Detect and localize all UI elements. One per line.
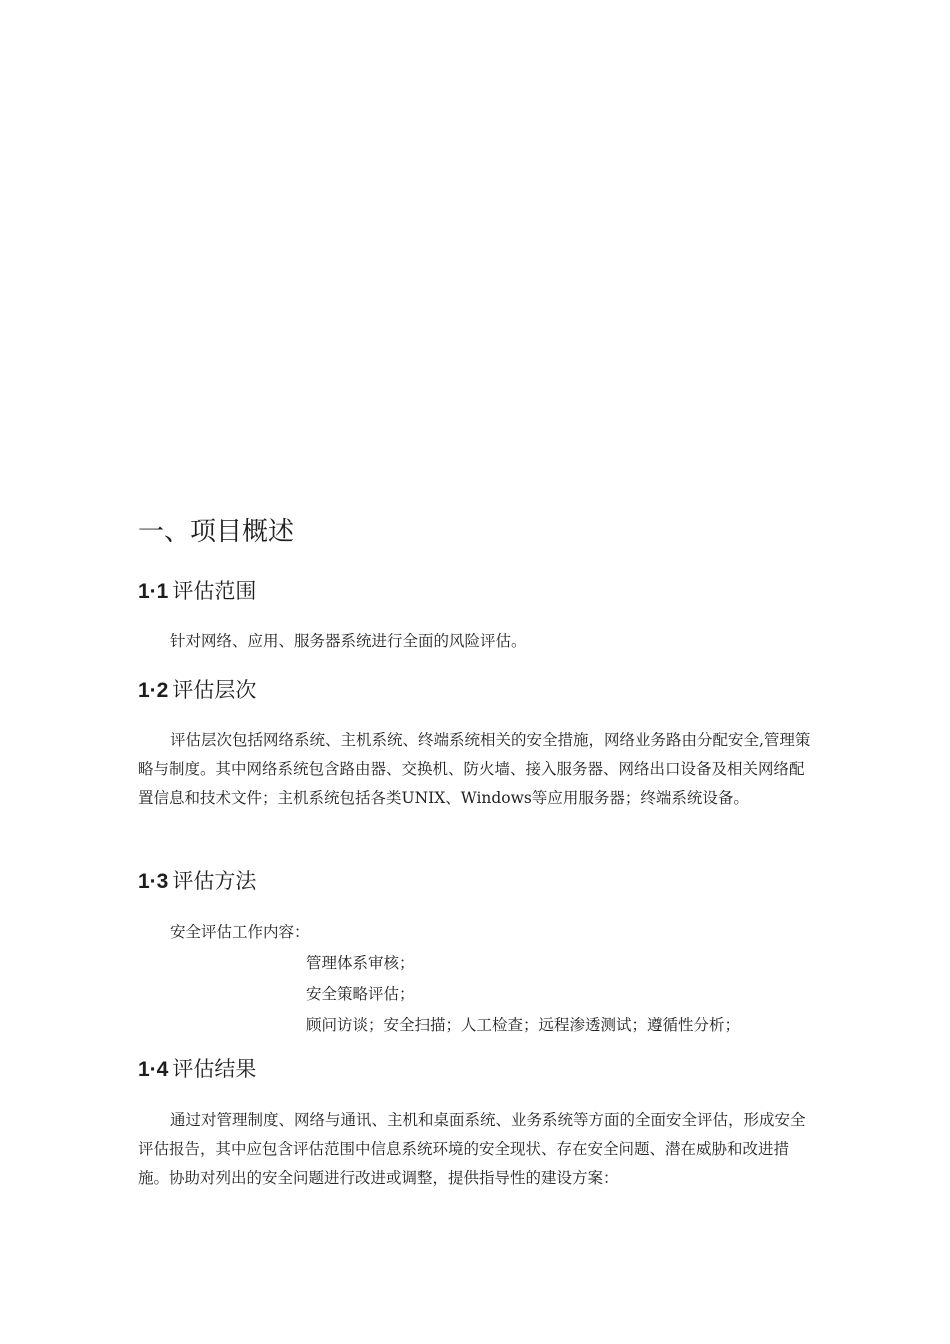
section-title: 评估方法 [172, 869, 257, 893]
section-number: 1·3 [138, 870, 169, 893]
section-paragraph-scope: 针对网络、应用、服务器系统进行全面的风险评估。 [170, 632, 527, 650]
section-number: 1·1 [138, 580, 169, 603]
section-heading-scope [138, 577, 256, 606]
section-title: 评估结果 [172, 1057, 257, 1081]
section-heading-methods [138, 867, 256, 896]
methods-item: 管理体系审核； [306, 954, 415, 972]
section-number: 1·2 [138, 679, 169, 702]
section-title: 评估层次 [172, 678, 257, 702]
chapter-title: 一、项目概述 [138, 517, 295, 547]
section-paragraph-levels: 评估层次包括网络系统、主机系统、终端系统相关的安全措施，网络业务路由分配安全,管理策略与制度。其中网络系统包含路由器、交换机、防火墙、接入服务器、网络出口设备及相关网络配置信息和技术文件；主机系统包括各类UNIX、Windows等应用服务器；终端系统设备。 [138, 731, 811, 807]
section-number: 1·4 [138, 1058, 169, 1081]
section-heading-results [138, 1055, 256, 1084]
methods-item: 安全策略评估； [306, 985, 415, 1003]
section-heading-levels [138, 676, 256, 705]
section-paragraph-results: 通过对管理制度、网络与通讯、主机和桌面系统、业务系统等方面的全面安全评估，形成安全评估报告，其中应包含评估范围中信息系统环境的安全现状、存在安全问题、潜在威胁和改进措施。协助对列出的安全问题进行改进或调整，提供指导性的建设方案： [138, 1111, 806, 1187]
methods-intro: 安全评估工作内容： [170, 923, 310, 941]
methods-item: 顾问访谈；安全扫描；人工检查；远程渗透测试；遵循性分析； [306, 1016, 741, 1034]
section-title: 评估范围 [172, 579, 257, 603]
